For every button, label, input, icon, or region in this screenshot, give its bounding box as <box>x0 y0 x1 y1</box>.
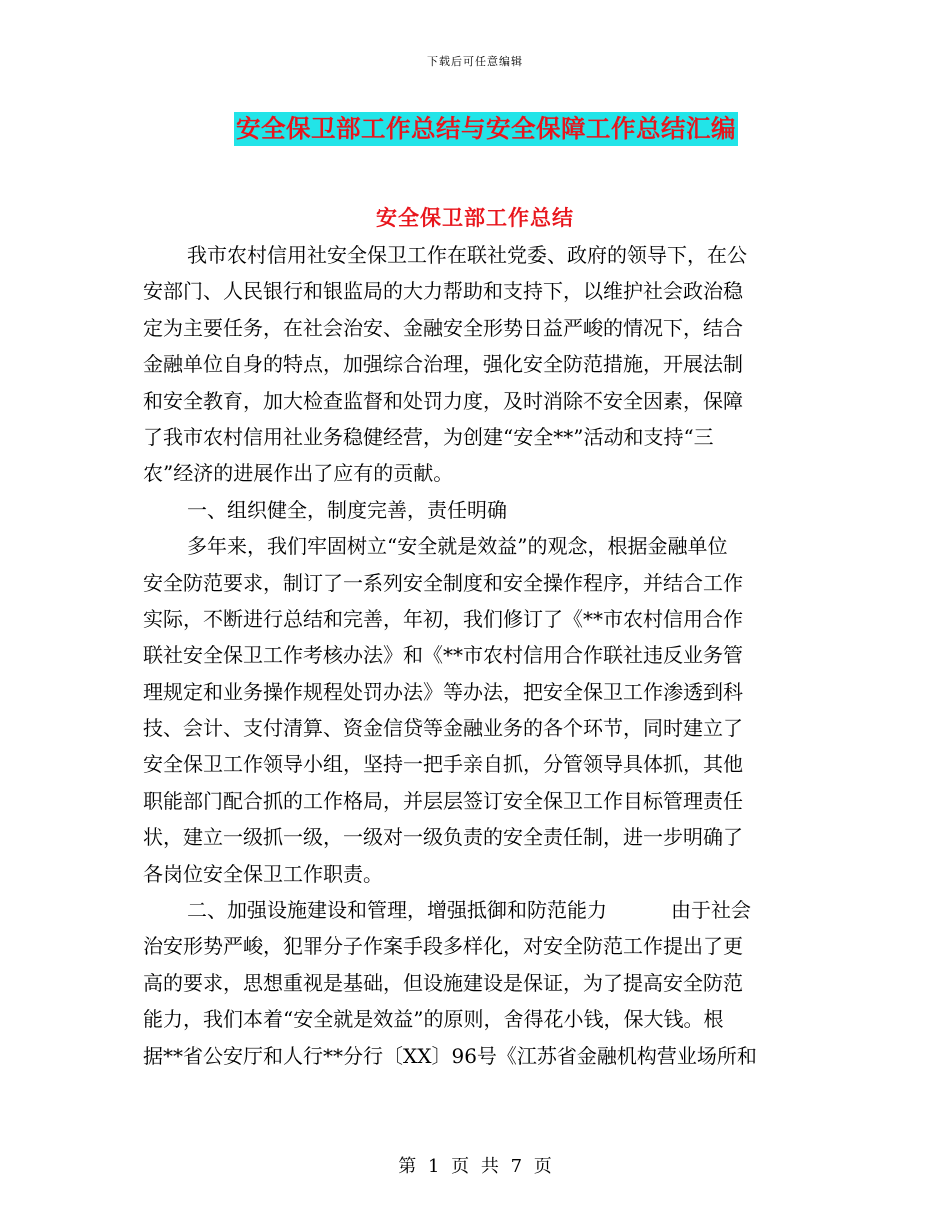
page-number-footer: 第 1 页 共 7 页 <box>398 1156 552 1177</box>
document-body <box>143 237 807 1074</box>
paragraph-line: 安全保卫工作领导小组，坚持一把手亲自抓，分管领导具体抓，其他 <box>143 752 743 777</box>
paragraph-line: 技、会计、支付清算、资金信贷等金融业务的各个环节，同时建立了 <box>143 716 743 741</box>
paragraph-line: 安部门、人民银行和银监局的大力帮助和支持下，以维护社会政治稳 <box>143 279 743 304</box>
paragraph-line: 治安形势严峻，犯罪分子作案手段多样化，对安全防范工作提出了更 <box>143 934 743 959</box>
paragraph-line: 状，建立一级抓一级，一级对一级负责的安全责任制，进一步明确了 <box>143 825 743 850</box>
paragraph-start: 由于社会 <box>671 898 751 923</box>
paragraph-line: 了我市农村信用社业务稳健经营，为创建“安全**”活动和支持“三 <box>143 424 714 449</box>
paragraph-line: 据**省公安厅和人行**分行〔XX〕96号《江苏省金融机构营业场所和 <box>143 1043 757 1068</box>
header-note: 下载后可任意编辑 <box>427 55 523 68</box>
section-title: 安全保卫部工作总结 <box>376 205 574 230</box>
section-heading-1: 一、组织健全，制度完善，责任明确 <box>187 497 507 522</box>
paragraph-line: 高的要求，思想重视是基础，但设施建设是保证，为了提高安全防范 <box>143 970 743 995</box>
paragraph-line: 理规定和业务操作规程处罚办法》等办法，把安全保卫工作渗透到科 <box>143 679 743 704</box>
paragraph-line: 安全防范要求，制订了一系列安全制度和安全操作程序，并结合工作 <box>143 570 743 595</box>
paragraph-line: 和安全教育，加大检查监督和处罚力度，及时消除不安全因素，保障 <box>143 388 743 413</box>
main-title-container <box>234 112 738 146</box>
paragraph-line: 我市农村信用社安全保卫工作在联社党委、政府的领导下，在公 <box>187 243 747 267</box>
paragraph-line: 实际，不断进行总结和完善，年初，我们修订了《**市农村信用合作 <box>143 606 743 631</box>
paragraph-line: 金融单位自身的特点，加强综合治理，强化安全防范措施，开展法制 <box>143 352 743 377</box>
paragraph-line: 各岗位安全保卫工作职责。 <box>143 861 383 886</box>
paragraph-line: 联社安全保卫工作考核办法》和《**市农村信用合作联社违反业务管 <box>143 643 743 668</box>
paragraph-line: 能力，我们本着“安全就是效益”的原则，舍得花小钱，保大钱。根 <box>143 1007 724 1032</box>
paragraph-line: 定为主要任务，在社会治安、金融安全形势日益严峻的情况下，结合 <box>143 315 743 340</box>
main-title: 安全保卫部工作总结与安全保障工作总结汇编 <box>234 112 738 146</box>
section-heading-2: 二、加强设施建设和管理，增强抵御和防范能力 <box>187 898 607 923</box>
paragraph-line: 职能部门配合抓的工作格局，并层层签订安全保卫工作目标管理责任 <box>143 788 743 813</box>
paragraph-line: 多年来，我们牢固树立“安全就是效益”的观念，根据金融单位 <box>187 534 728 559</box>
paragraph-line: 农”经济的进展作出了应有的贡献。 <box>143 461 454 486</box>
section-heading-2-line <box>143 892 807 928</box>
